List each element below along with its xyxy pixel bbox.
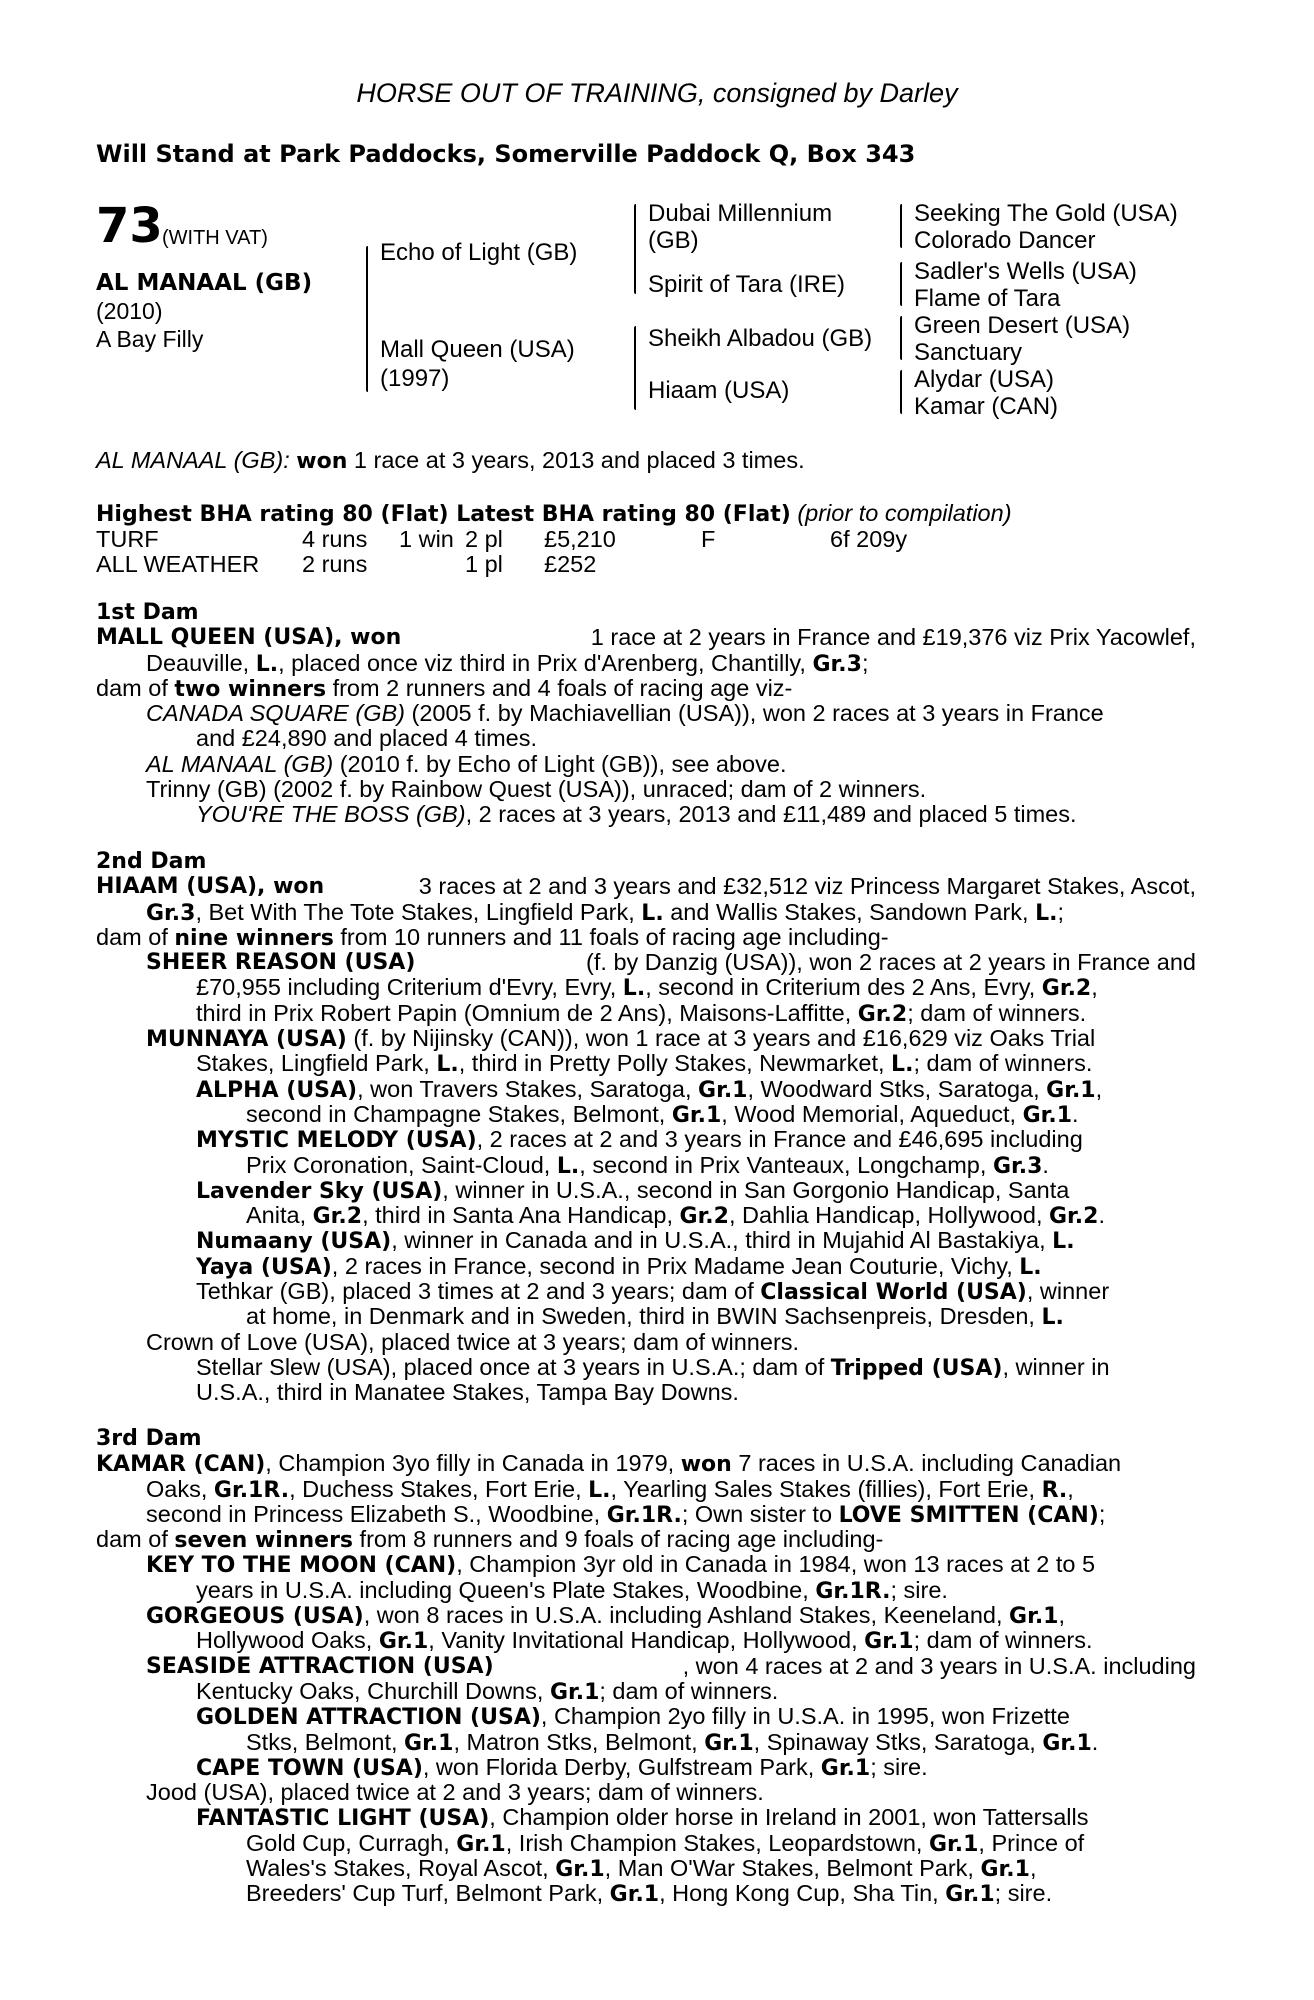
aw-label: ALL WEATHER (96, 551, 260, 577)
pedigree-g3: Sadler's Wells (USA) (914, 258, 1137, 285)
third-dam-line-2 (96, 1477, 1196, 1502)
bold-text: MALL QUEEN (USA), won (96, 625, 402, 651)
text-run: Breeders' Cup Turf, Belmont Park, (246, 1880, 610, 1907)
vat-note: (WITH VAT) (162, 227, 268, 249)
third-dam-line-17 (96, 1856, 1196, 1881)
bold-text: Gr.1R. (815, 1578, 891, 1604)
bold-text: Classical World (USA) (760, 1280, 1027, 1306)
third-dam-line-9 (96, 1654, 1196, 1679)
text-run: . (1098, 1202, 1105, 1229)
text-run: , winner in (1002, 1353, 1110, 1380)
text-run: , (1095, 1075, 1103, 1102)
first-dam-line-2 (96, 651, 1196, 676)
bold-text: Gr.1 (609, 1882, 660, 1908)
third-dam-line-7 (96, 1603, 1196, 1628)
bold-text: Gr.1 (1009, 1604, 1059, 1630)
third-dam-line-14: Jood (USA), placed twice at 2 and 3 years; dam of winners. (146, 1779, 764, 1806)
pedigree-sire-sire: Dubai Millennium (648, 200, 833, 227)
text-run: ; sire. (870, 1753, 928, 1780)
bold-text: L. (556, 1153, 580, 1179)
text-run: ; (1057, 898, 1064, 925)
text-run: , Dahlia Handicap, Hollywood, (728, 1202, 1049, 1229)
second-dam-line-4 (96, 950, 1196, 975)
aw-placed: 1 pl (465, 551, 503, 577)
text-run: Deauville, (146, 649, 256, 676)
text-run: , second in Prix Vanteaux, Longchamp, (579, 1151, 993, 1178)
second-dam-line-15 (96, 1228, 1196, 1253)
second-dam-line-20 (96, 1355, 1196, 1380)
first-dam-line-8 (96, 802, 1196, 827)
rating-note: (prior to compilation) (797, 500, 1012, 526)
second-dam-line-11 (96, 1127, 1196, 1152)
bold-text: Gr.2 (857, 1001, 908, 1027)
bold-text: L. (1035, 900, 1058, 926)
summary-won: won (296, 449, 348, 474)
bold-text: Gr.1 (404, 1730, 454, 1756)
bold-text: L. (622, 976, 646, 1002)
bold-text: won (680, 1452, 732, 1478)
bold-text: L. (1052, 1229, 1075, 1255)
second-dam-line-9 (96, 1077, 1196, 1102)
text-run: £70,955 including Criterium d'Evry, Evry, (196, 974, 623, 1001)
text-run: , 2 races at 2 and 3 years in France and £46,695 including (476, 1126, 1083, 1153)
italic-text: YOU'RE THE BOSS (GB) (196, 801, 466, 828)
text-run: , Irish Champion Stakes, Leopardstown, (505, 1829, 929, 1856)
text-run: , Man O'War Stakes, Belmont Park, (604, 1855, 981, 1882)
text-run: ; dam of winners. (913, 1627, 1093, 1654)
turf-label: TURF (96, 526, 159, 552)
third-dam-line-6 (96, 1578, 1196, 1603)
text-run: , Hong Kong Cup, Sha Tin, (659, 1880, 946, 1907)
text-run: from 10 runners and 11 foals of racing age including- (333, 923, 889, 950)
text-run: 7 races in U.S.A. including Canadian (731, 1450, 1122, 1477)
text-run: from 8 runners and 9 foals of racing age including- (353, 1526, 884, 1553)
bold-text: Gr.1 (704, 1730, 754, 1756)
third-dam-line-3 (96, 1502, 1196, 1527)
page-title: HORSE OUT OF TRAINING, consigned by Darley (356, 78, 958, 108)
text-run: ; Own sister to (681, 1500, 839, 1527)
bold-text: LOVE SMITTEN (CAN) (838, 1502, 1099, 1528)
text-run: ; dam of winners. (913, 1050, 1093, 1077)
aw-runs: 2 runs (302, 551, 368, 577)
pedigree-g4: Flame of Tara (914, 285, 1061, 312)
second-dam-line-14 (96, 1203, 1196, 1228)
turf-earnings: £5,210 (544, 526, 616, 552)
text-run: Wales's Stakes, Royal Ascot, (246, 1855, 556, 1882)
second-dam-line-19: Crown of Love (USA), placed twice at 3 years; dam of winners. (146, 1328, 800, 1355)
first-dam-line-1 (96, 625, 1196, 650)
italic-text: CANADA SQUARE (GB) (146, 700, 405, 727)
first-dam-line-6 (96, 752, 1196, 777)
pedigree-dam-year: (1997) (380, 365, 450, 392)
text-run: second in Princess Elizabeth S., Woodbine, (146, 1500, 607, 1527)
bold-text: Gr.1 (820, 1755, 871, 1781)
bold-text: Tripped (USA) (830, 1355, 1003, 1381)
bold-text: L. (1019, 1254, 1042, 1280)
bold-text: L. (1041, 1305, 1064, 1331)
text-run: 3 races at 2 and 3 years and £32,512 viz Princess Margaret Stakes, Ascot, (412, 873, 1196, 900)
text-run: . (1091, 1728, 1099, 1755)
third-dam-line-5 (96, 1552, 1196, 1577)
text-run: , (1067, 1475, 1074, 1502)
text-run: Gold Cup, Curragh, (246, 1829, 457, 1856)
bold-text: Numaany (USA) (196, 1229, 392, 1255)
pedigree-brace-g1 (900, 204, 902, 248)
text-run: , winner (1026, 1278, 1110, 1305)
text-run: 1 race at 2 years in France and £19,376 viz Prix Yacowlef, (584, 624, 1196, 651)
text-run: ; (1098, 1500, 1106, 1527)
bold-text: MYSTIC MELODY (USA) (196, 1128, 477, 1154)
text-run: , won Florida Derby, Gulfstream Park, (422, 1753, 821, 1780)
text-run: dam of (96, 923, 175, 950)
third-dam-line-8 (96, 1628, 1196, 1653)
bold-text: Gr.1 (945, 1882, 995, 1908)
text-run: Stellar Slew (USA), placed once at 3 years in U.S.A.; dam of (196, 1353, 831, 1380)
text-run: Kentucky Oaks, Churchill Downs, (196, 1677, 550, 1704)
bold-text: Gr.1R. (213, 1477, 290, 1503)
bold-text: R. (1041, 1477, 1068, 1503)
text-run: , winner in Canada and in U.S.A., third in Mujahid Al Bastakiya, (391, 1227, 1053, 1254)
text-run: Prix Coronation, Saint-Cloud, (246, 1151, 557, 1178)
bold-text: L. (255, 651, 279, 677)
text-run: Stks, Belmont, (246, 1728, 405, 1755)
bold-text: Gr.3 (992, 1153, 1043, 1179)
bold-text: L. (891, 1052, 914, 1078)
text-run: ; dam of winners. (907, 999, 1087, 1026)
second-dam-line-17 (96, 1279, 1196, 1304)
text-run: , 2 races at 3 years, 2013 and £11,489 and placed 5 times. (465, 801, 1077, 828)
bold-text: Gr.1 (1022, 1102, 1073, 1128)
italic-text: AL MANAAL (GB) (146, 750, 334, 777)
second-dam-line-8 (96, 1051, 1196, 1076)
pedigree-dam-dam: Hiaam (USA) (648, 377, 790, 404)
bold-text: Yaya (USA) (196, 1254, 332, 1280)
text-run: , Duchess Stakes, Fort Erie, (289, 1475, 589, 1502)
pedigree-brace-g2 (900, 262, 902, 306)
third-dam-line-4 (96, 1527, 1196, 1552)
bold-text: Gr.1 (549, 1679, 600, 1705)
aw-earnings: £252 (544, 551, 597, 577)
pedigree-sire-sire-country: (GB) (648, 227, 699, 254)
bold-text: seven winners (174, 1528, 354, 1554)
text-run: , Woodward Stks, Saratoga, (747, 1075, 1047, 1102)
bold-text: nine winners (174, 925, 334, 951)
summary-text: 1 race at 3 years, 2013 and placed 3 times. (347, 447, 805, 473)
text-run: , Bet With The Tote Stakes, Lingfield Park, (195, 898, 642, 925)
text-run: (2010 f. by Echo of Light (GB)), see above. (333, 750, 787, 777)
lot-number: 73 (96, 198, 163, 254)
text-run: dam of (96, 674, 175, 701)
bold-text: CAPE TOWN (USA) (196, 1755, 423, 1781)
pedigree-brace-main (366, 246, 368, 392)
bold-text: Gr.1 (1042, 1730, 1092, 1756)
text-run: (2005 f. by Machiavellian (USA)), won 2 races at 3 years in France (404, 700, 1104, 727)
text-run: , Champion 3yr old in Canada in 1984, won 13 races at 2 to 5 (456, 1551, 1096, 1578)
bold-text: two winners (174, 676, 327, 702)
first-dam-line-7: Trinny (GB) (2002 f. by Rainbow Quest (USA)), unraced; dam of 2 winners. (146, 776, 927, 803)
bold-text: Gr.1R. (606, 1502, 682, 1528)
text-run: ; (861, 649, 869, 676)
bold-text: Gr.1 (1046, 1077, 1096, 1103)
bold-text: SHEER REASON (USA) (146, 950, 416, 976)
text-run: . (1072, 1100, 1079, 1127)
first-dam-section (96, 600, 1196, 828)
bold-text: Gr.1 (980, 1857, 1030, 1883)
text-run: , third in Pretty Polly Stakes, Newmarket, (458, 1050, 892, 1077)
bold-text: L. (641, 900, 664, 926)
bold-text: GOLDEN ATTRACTION (USA) (196, 1705, 541, 1731)
pedigree-brace-g3 (900, 316, 902, 360)
rating-line: Highest BHA rating 80 (Flat) Latest BHA rating 80 (Flat) (96, 502, 791, 527)
race-summary (96, 447, 805, 474)
horse-year: (2010) (96, 298, 163, 324)
text-run: (f. by Danzig (USA)), won 2 races at 2 years in France and (579, 949, 1196, 976)
bold-text: SEASIDE ATTRACTION (USA) (146, 1653, 494, 1679)
pedigree-dam: Mall Queen (USA) (380, 336, 575, 363)
bold-text: FANTASTIC LIGHT (USA) (196, 1806, 490, 1832)
turf-distance: 6f 209y (830, 526, 908, 552)
bold-text: Gr.3 (812, 651, 862, 677)
text-run: , third in Santa Ana Handicap, (362, 1202, 680, 1229)
turf-wins: 1 win (399, 526, 454, 552)
text-run: Oaks, (146, 1475, 214, 1502)
pedigree-g2: Colorado Dancer (914, 227, 1096, 254)
text-run: ; sire. (994, 1880, 1053, 1907)
text-run: Hollywood Oaks, (196, 1627, 379, 1654)
text-run: , Champion older horse in Ireland in 2001, won Tattersalls (489, 1804, 1089, 1831)
pedigree-g7: Alydar (USA) (914, 366, 1055, 393)
second-dam-line-12 (96, 1153, 1196, 1178)
second-dam-line-6 (96, 1001, 1196, 1026)
bold-text: Gr.1 (864, 1629, 914, 1655)
text-run: , Yearling Sales Stakes (fillies), Fort Erie, (610, 1475, 1042, 1502)
third-dam-line-15 (96, 1805, 1196, 1830)
bold-text: Gr.1 (555, 1857, 605, 1883)
text-run: , Matron Stks, Belmont, (453, 1728, 705, 1755)
first-dam-line-3 (96, 676, 1196, 701)
third-dam-line-12 (96, 1730, 1196, 1755)
bold-text: Gr.2 (679, 1204, 729, 1230)
third-dam-line-10 (96, 1679, 1196, 1704)
second-dam-line-3 (96, 925, 1196, 950)
turf-placed: 2 pl (465, 526, 503, 552)
first-dam-line-5: and £24,890 and placed 4 times. (196, 725, 538, 752)
text-run: , Vanity Invitational Handicap, Hollywood, (428, 1627, 865, 1654)
text-run: at home, in Denmark and in Sweden, third in BWIN Sachsenpreis, Dresden, (246, 1303, 1042, 1330)
bold-text: L. (588, 1477, 611, 1503)
third-dam-heading: 3rd Dam (96, 1426, 202, 1451)
text-run: , Wood Memorial, Aqueduct, (721, 1100, 1023, 1127)
text-run: , Spinaway Stks, Saratoga, (753, 1728, 1043, 1755)
bold-text: Lavender Sky (USA) (196, 1178, 443, 1204)
turf-going: F (701, 526, 716, 552)
bold-text: L. (436, 1052, 459, 1078)
third-dam-section (96, 1426, 1196, 1907)
text-run: , (1091, 974, 1098, 1001)
bold-text: KAMAR (CAN) (96, 1452, 266, 1478)
stand-location: Will Stand at Park Paddocks, Somerville Paddock Q, Box 343 (96, 140, 916, 168)
third-dam-line-16 (96, 1831, 1196, 1856)
text-run: dam of (96, 1526, 175, 1553)
text-run: , Champion 2yo filly in U.S.A. in 1995, won Frizette (540, 1703, 1070, 1730)
text-run: third in Prix Robert Papin (Omnium de 2 Ans), Maisons-Laffitte, (196, 999, 858, 1026)
second-dam-line-18 (96, 1304, 1196, 1329)
bold-text: Gr.1 (378, 1629, 429, 1655)
text-run: , won 4 races at 2 and 3 years in U.S.A. including (682, 1652, 1196, 1679)
pedigree-g5: Green Desert (USA) (914, 312, 1131, 339)
pedigree-brace-dam (634, 326, 636, 410)
horse-name: AL MANAAL (GB) (96, 270, 313, 296)
third-dam-line-18 (96, 1881, 1196, 1906)
bold-text: HIAAM (USA), won (96, 874, 325, 900)
text-run: . (1042, 1151, 1049, 1178)
text-run: , won 8 races in U.S.A. including Ashland Stakes, Keeneland, (363, 1602, 1010, 1629)
text-run: , placed once viz third in Prix d'Arenberg, Chantilly, (278, 649, 813, 676)
text-run: Anita, (246, 1202, 313, 1229)
third-dam-line-11 (96, 1704, 1196, 1729)
text-run: , Prince of (978, 1829, 1085, 1856)
second-dam-line-7 (96, 1026, 1196, 1051)
text-run: , (1029, 1855, 1037, 1882)
bold-text: MUNNAYA (USA) (146, 1027, 347, 1053)
text-run: years in U.S.A. including Queen's Plate Stakes, Woodbine, (196, 1576, 816, 1603)
bold-text: Gr.2 (312, 1204, 363, 1230)
summary-horse-name: AL MANAAL (GB): (96, 447, 290, 473)
text-run: from 2 runners and 4 foals of racing age viz- (326, 674, 793, 701)
second-dam-line-1 (96, 874, 1196, 899)
second-dam-line-21: U.S.A., third in Manatee Stakes, Tampa Bay Downs. (196, 1379, 739, 1406)
text-run: , Champion 3yo filly in Canada in 1979, (265, 1450, 681, 1477)
second-dam-line-16 (96, 1254, 1196, 1279)
bha-rating (96, 500, 1012, 527)
second-dam-line-2 (96, 900, 1196, 925)
bold-text: Gr.2 (1049, 1204, 1099, 1230)
text-run: ; sire. (890, 1576, 948, 1603)
pedigree-g1: Seeking The Gold (USA) (914, 200, 1178, 227)
first-dam-line-4 (96, 701, 1196, 726)
pedigree-sire-dam: Spirit of Tara (IRE) (648, 271, 845, 298)
text-run: second in Champagne Stakes, Belmont, (246, 1100, 672, 1127)
second-dam-line-5 (96, 975, 1196, 1000)
text-run: (f. by Nijinsky (CAN)), won 1 race at 3 years and £16,629 viz Oaks Trial (346, 1025, 1096, 1052)
text-run: , winner in U.S.A., second in San Gorgonio Handicap, Santa (442, 1176, 1070, 1203)
turf-runs: 4 runs (302, 526, 368, 552)
third-dam-line-1 (96, 1451, 1196, 1476)
bold-text: KEY TO THE MOON (CAN) (146, 1553, 457, 1579)
text-run: Stakes, Lingfield Park, (196, 1050, 437, 1077)
pedigree-dam-sire: Sheikh Albadou (GB) (648, 325, 873, 352)
text-run: ; dam of winners. (599, 1677, 779, 1704)
pedigree-g6: Sanctuary (914, 339, 1023, 366)
second-dam-line-13 (96, 1178, 1196, 1203)
bold-text: ALPHA (USA) (196, 1077, 358, 1103)
text-run: and Wallis Stakes, Sandown Park, (663, 898, 1036, 925)
second-dam-section (96, 849, 1196, 1406)
pedigree-sire: Echo of Light (GB) (380, 239, 578, 266)
text-run: , won Travers Stakes, Saratoga, (357, 1075, 699, 1102)
third-dam-line-13 (96, 1755, 1196, 1780)
pedigree-g8: Kamar (CAN) (914, 393, 1059, 420)
bold-text: Gr.1 (671, 1102, 722, 1128)
bold-text: Gr.1 (698, 1077, 748, 1103)
text-run: , second in Criterium des 2 Ans, Evry, (645, 974, 1042, 1001)
text-run: , 2 races in France, second in Prix Madame Jean Couturie, Vichy, (331, 1252, 1020, 1279)
bold-text: Gr.1 (456, 1831, 506, 1857)
bold-text: Gr.3 (146, 900, 196, 926)
pedigree-brace-g4 (900, 370, 902, 414)
text-run: , (1058, 1602, 1066, 1629)
second-dam-heading: 2nd Dam (96, 849, 207, 874)
first-dam-heading: 1st Dam (96, 600, 199, 625)
pedigree-brace-sire (634, 204, 636, 294)
bold-text: Gr.2 (1041, 976, 1092, 1002)
bold-text: GORGEOUS (USA) (146, 1604, 364, 1630)
horse-description: A Bay Filly (96, 326, 204, 352)
bold-text: Gr.1 (928, 1831, 979, 1857)
second-dam-line-10 (96, 1102, 1196, 1127)
text-run: Tethkar (GB), placed 3 times at 2 and 3 years; dam of (196, 1278, 761, 1305)
